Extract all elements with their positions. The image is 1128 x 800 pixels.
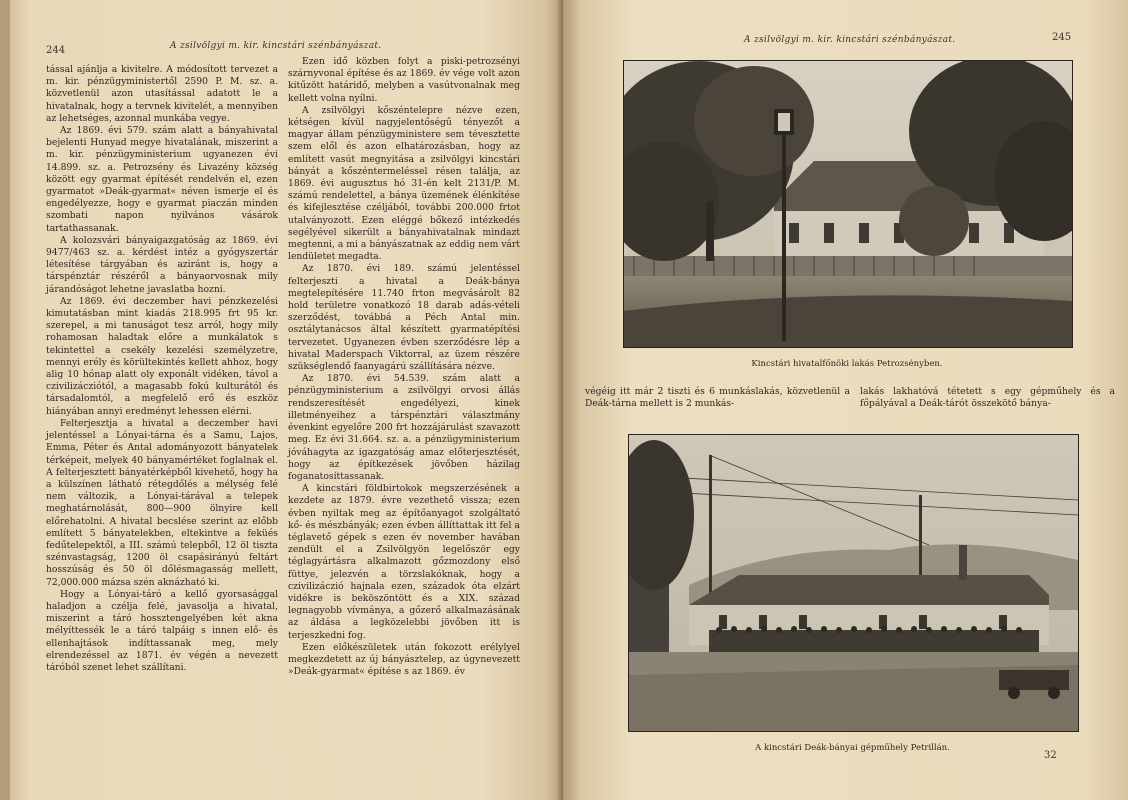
left-page-edge bbox=[0, 0, 10, 800]
left-column-2 bbox=[288, 56, 520, 678]
left-running-head: A zsilvölgyi m. kir. kincstári szénbányászat. bbox=[170, 41, 382, 51]
paragraph: tással ajánlja a kivitelre. A módosított tervezet a m. kir. pénzügyministertől 2590 P. M. sz. a. közvetlenül azon utasítással adatott le a hivatalnak, hogy a tervnek kivitelét, a mennyiben az lehetséges, azonnal munkába vegye. bbox=[46, 64, 278, 124]
paragraph: Ezen idő közben folyt a piski-petrozsényi szárnyvonal építése és az 1869. év vége volt azon kitűzött határidő, melyben a vasútvonalnak meg kellett volna nyílni. bbox=[288, 56, 520, 104]
left-page-number: 244 bbox=[46, 45, 66, 56]
right-running-head: A zsilvölgyi m. kir. kincstári szénbányászat. bbox=[744, 35, 956, 45]
photo-official-residence bbox=[623, 60, 1073, 348]
right-text-column-1: végéig itt már 2 tiszti és 6 munkáslakás, közvetlenül a Deák-tárna mellett is 2 munkás- bbox=[585, 386, 850, 410]
paragraph: Az 1870. évi 54.539. szám alatt a pénzügyministerium a zsilvölgyi orvosi állás rendszeresítését engedélyezi, kinek illetményeihez a társpénztári választmány évenkint egyelőre 200 frt hozzájárulást szavazott meg. Ez évi 31.664. sz. a. a pénzügyministerium jóváhagyta az igazgatóság amaz előterjesztését, hogy az építkezések jövőben házilag foganatosíttassanak. bbox=[288, 373, 520, 482]
paragraph: Ezen előkészületek után fokozott erélylyel megkezdetett az új bányásztelep, az úgynevezett »Deák-gyarmat« építése s az 1869. év bbox=[288, 641, 520, 678]
house-photo-illustration bbox=[624, 61, 1072, 347]
paragraph: Az 1869. évi 579. szám alatt a bányahivatal bejelenti Hunyad megye hivatalának, miszerint a m. kir. pénzügyministerium ugyanezen évi 14.899. sz. a. Petrozsény és Livazény község között egy gyarmat építését rendelvén el, ezen gyarmatot »Deák-gyarmat« néven ismerje el és engedélyezze, hogy e gyarmat piaczán minden szombati napon nyilvános vásárok tartathassanak. bbox=[46, 125, 278, 234]
photo1-caption: Kincstári hivatalfőnöki lakás Petrozsényben. bbox=[751, 359, 943, 369]
right-text-column-2: lakás lakhatóvá tétetett s egy gépműhely és a főpályával a Deák-tárót összekötő bánya- bbox=[860, 386, 1115, 410]
paragraph: A kincstári földbirtokok megszerzésének a kezdete az 1879. évre vezethető vissza; ezen évben nyiltak meg az építőanyagot szolgáltató kő- és mészbányák; ezen évben állíttattak itt fel a téglavető gépek s ezen év november havában zendült el a Zsilvölgyön legelőször egy téglagyártásra alkalmazott gőzmozdony első füttye, jelezvén a törzslakóknak, hogy a czivilizáczió hajnala ezen, századok óta elzárt vidékre is beköszöntött és a XIX. század legnagyobb vívmánya, a gőzerő alkalmazásának az áldása a legközelebbi jövőben itt is terjeszkedni fog. bbox=[288, 483, 520, 641]
left-column-1 bbox=[46, 64, 278, 674]
paragraph: A zsilvölgyi kőszéntelepre nézve ezen, kétségen kívül nagyjelentőségű tényezőt a magyar állam pénzügyministere sem tévesztette szem elől és azon elhatározásban, hogy az említett vasút megnyitása a zsilvölgyi kincstári bányát a kőszéntermeléssel résen találja, az 1869. évi augusztus hó 31-én kelt 2131/P. M. számú rendelettel, a bánya üzemének élénkítése és kifejlesztése czéljából, további 200.000 frtot utalványozott. Ezen eléggé bőkező intézkedés segélyével sikerült a bányahivatalnak mindazt megtenni, a mi a bányászatnak az eddig nem várt lendületet megadta. bbox=[288, 104, 520, 263]
paragraph: Hogy a Lónyai-táró a kellő gyorsasággal haladjon a czélja felé, javasolja a hivatal, miszerint a táró hossztengelyében két akna mélyíttessék le a táró talpáig s innen elő- és ellenhajtások indíttassanak meg, mely elrendezéssel az 1871. év végén a nevezett táróból szenet lehet szállítani. bbox=[46, 588, 278, 673]
paragraph: Felterjesztja a hivatal a deczember havi jelentéssel a Lónyai-tárna és a Samu, Lajos, Emma, Péter és Antal adományozott bányatelek térképeit, melyek 40 bányamértéket foglalnak el. A felterjesztett bányatérképből kivehető, hogy ha a külszínen látható rétegdőlés a mélység felé nem változik, a Lónyai-tárával a telepek meghatárnolását, 800—900 ölnyire kell előrehatolni. A hivatal becslése szerint az előbb említett 5 bányatelekben, eltekintve a feküés fedűtelepektől, a III. számú telepből, 12 öl tiszta szénvastagság, 1200 öl csapásirányú feltárt hosszúság és 50 öl dőlésmagasság mellett, 72,000.000 mázsa szén aknázható ki. bbox=[46, 417, 278, 588]
right-page bbox=[563, 0, 1128, 800]
photo-machine-workshop bbox=[628, 434, 1079, 732]
paragraph: A kolozsvári bányaigazgatóság az 1869. évi 9477/463 sz. a. kérdést intéz a gyógyszertár létesítése tárgyában és aziránt is, hogy a társpénztár részéről a bányaorvosnak mily járandóságot lehetne javaslatba hozni. bbox=[46, 234, 278, 295]
workshop-photo-illustration bbox=[629, 435, 1078, 731]
photo2-caption: A kincstári Deák-bányai gépműhely Petrillán. bbox=[755, 743, 950, 753]
right-page-number: 245 bbox=[1052, 32, 1072, 43]
left-page bbox=[0, 0, 563, 800]
signature-mark: 32 bbox=[1044, 750, 1057, 761]
paragraph: Az 1870. évi 189. számú jelentéssel felterjeszti a hivatal a Deák-bánya megtelepítésére 11.740 frton megvásárolt 82 hold területre vonatkozó 18 darab adás-vételi szerződést, továbbá a Péch Antal min. osztálytanácsos által készített gyarmatépítési tervezetet. Ugyanezen évben szerződésre lép a hivatal Maderspach Viktorral, az üzem részére szükséglendő faanyagárú szállítására nézve. bbox=[288, 263, 520, 373]
paragraph: Az 1869. évi deczember havi pénzkezelési kimutatásban mint kiadás 218.995 frt 95 kr. szerepel, a mi tanuságot tesz arról, hogy mily rohamosan haladtak előre a munkálatok s tekintettel a csekély kezelési személyzetre, mennyi erély és körültekintés kellett ahhoz, hogy alig 10 hónap alatt oly exponált vidéken, távol a czivilizácziótól, a magasabb fokú kulturától és társadalomtól, a megfelelő erő és eszköz hiányában annyi eredményt lehessen elérni. bbox=[46, 295, 278, 417]
